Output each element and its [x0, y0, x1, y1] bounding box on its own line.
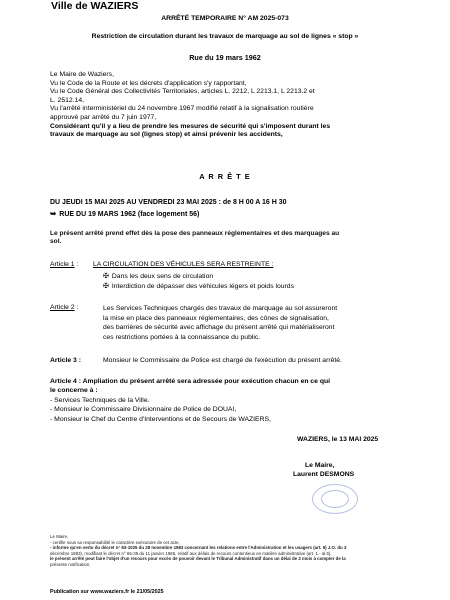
article-2-line: des barrières de sécurité avec affichage du présent arrêté qui matérialiseront	[103, 324, 335, 332]
preamble-code-route: Vu le Code de la Route et les décrets d'application s'y rapportant,	[50, 79, 247, 87]
article-1-item-text: Interdiction de dépasser des véhicules légers et poids lourds	[111, 283, 294, 290]
article-1-item	[103, 272, 213, 280]
location-line	[50, 209, 199, 218]
preamble-mayor: Le Maire de Waziers,	[50, 71, 114, 78]
article-4-text-cont: le concerne à :	[50, 387, 98, 395]
recipient-item: - Services Techniques de la Ville.	[50, 396, 150, 404]
footer-line: le présent arrêté peut faire l'objet d'un recours pour excès de pouvoir devant le Tribunal Administratif dans un délai de 2 mois à compter de la	[50, 556, 346, 562]
preamble-arrete-1967-cont: approuvé par arrêté du 7 juin 1977,	[50, 113, 157, 121]
official-stamp	[312, 484, 358, 514]
signature-place-date: WAZIERS, le 13 MAI 2025	[297, 436, 379, 443]
recipient-item: - Monsieur le Commissaire Divisionnaire de Police de DOUAI,	[50, 406, 237, 414]
article-1-title: Article 1	[50, 261, 75, 268]
article-4-label: Article 4 :	[50, 378, 81, 385]
footer-line: décembre 1983), modifiant le décret n° 65-35 du 11 janvier 1965, relatif aux délais de recours contentieux en matière administrative (art. 1 - al.6),	[50, 550, 332, 556]
article-2-line: ces restrictions portées à la connaissance du public.	[103, 333, 261, 341]
preamble-considering-cont: travaux de marquage au sol (lignes stop) et ainsi prévenir les accidents,	[50, 131, 283, 139]
article-2-line: la mise en place des panneaux réglementaires, des cônes de signalisation,	[103, 314, 329, 322]
preamble-cgct: Vu le Code Général des Collectivités Territoriales, articles L. 2212, L 2213.1, L 2213.2 et	[50, 88, 315, 96]
article-1-item	[103, 282, 294, 290]
article-2-sep: :	[74, 304, 79, 311]
article-4-text: Ampliation du présent arrêté sera adressée pour exécution chacun en ce qui	[82, 378, 331, 385]
recipient-item: - Monsieur le Chef du Centre d'Interventions et de Secours de WAZIERS,	[50, 415, 271, 423]
location-text: RUE DU 19 MARS 1962 (face logement 56)	[59, 211, 200, 218]
article-1-sep: :	[74, 261, 79, 268]
article-2-line: Les Services Techniques chargés des travaux de marquage au sol assureront	[103, 305, 338, 312]
article-4	[50, 377, 330, 424]
article-2-title: Article 2	[50, 304, 75, 311]
footer-line: présente notification.	[50, 561, 91, 567]
effect-notice	[50, 230, 339, 247]
town-name: Ville de WAZIERS	[51, 0, 139, 12]
effect-line: Le présent arrêté prend effet dès la pose des panneaux réglementaires et des marquages au	[50, 230, 340, 237]
footer-line: Le Maire,	[50, 534, 69, 539]
article-1-heading: LA CIRCULATION DES VÉHICULES SERA RESTREINTE :	[93, 261, 274, 268]
article-2-body	[103, 304, 337, 342]
arrete-number: ARRÊTÉ TEMPORAIRE N° AM 2025-073	[161, 15, 289, 22]
preamble	[50, 71, 330, 140]
article-3-text: Monsieur le Commissaire de Police est chargé de l'exécution du présent arrêté.	[103, 357, 342, 364]
signature-title: Le Maire,	[305, 462, 335, 469]
publication-notice: Publication sur www.waziers.fr le 21/05/2025	[50, 589, 164, 595]
article-2-label	[50, 304, 78, 311]
effect-line-cont: sol.	[50, 238, 62, 246]
bullet-icon: ✠	[103, 283, 109, 290]
preamble-cgct-cont: L. 2512.14,	[50, 96, 85, 104]
preamble-arrete-1967: Vu l'arrêté interministériel du 24 novembre 1967 modifié relatif à la signalisation routière	[50, 105, 314, 113]
signature-name: Laurent DESMONS	[293, 471, 355, 478]
article-1-label	[50, 261, 78, 268]
article-1-item-text: Dans les deux sens de circulation	[111, 273, 214, 280]
footer-line: - certifie sous sa responsabilité le caractère exécutoire de cet acte,	[50, 539, 180, 545]
footer-notice	[50, 534, 346, 568]
street-title: Rue du 19 mars 1962	[189, 53, 261, 62]
footer-line: - informe qu'en vertu du décret n° 83-1025 du 28 novembre 1983 concernant les relations entre l'Administration et les usagers (art. 9) J.O. du 3	[50, 545, 347, 551]
arrete-heading: A R R Ê T E	[199, 172, 251, 181]
arrete-subject: Restriction de circulation durant les travaux de marquage au sol de lignes « stop »	[91, 33, 359, 40]
preamble-considering: Considérant qu'il y a lieu de prendre les mesures de sécurité qui s'imposent durant les	[50, 122, 331, 130]
bullet-icon: ✠	[103, 273, 109, 280]
arrow-icon: ➥	[50, 209, 57, 218]
article-3-label: Article 3 :	[50, 357, 81, 364]
dates-line: DU JEUDI 15 MAI 2025 AU VENDREDI 23 MAI 2025 : de 8 H 00 A 16 H 30	[50, 199, 287, 206]
